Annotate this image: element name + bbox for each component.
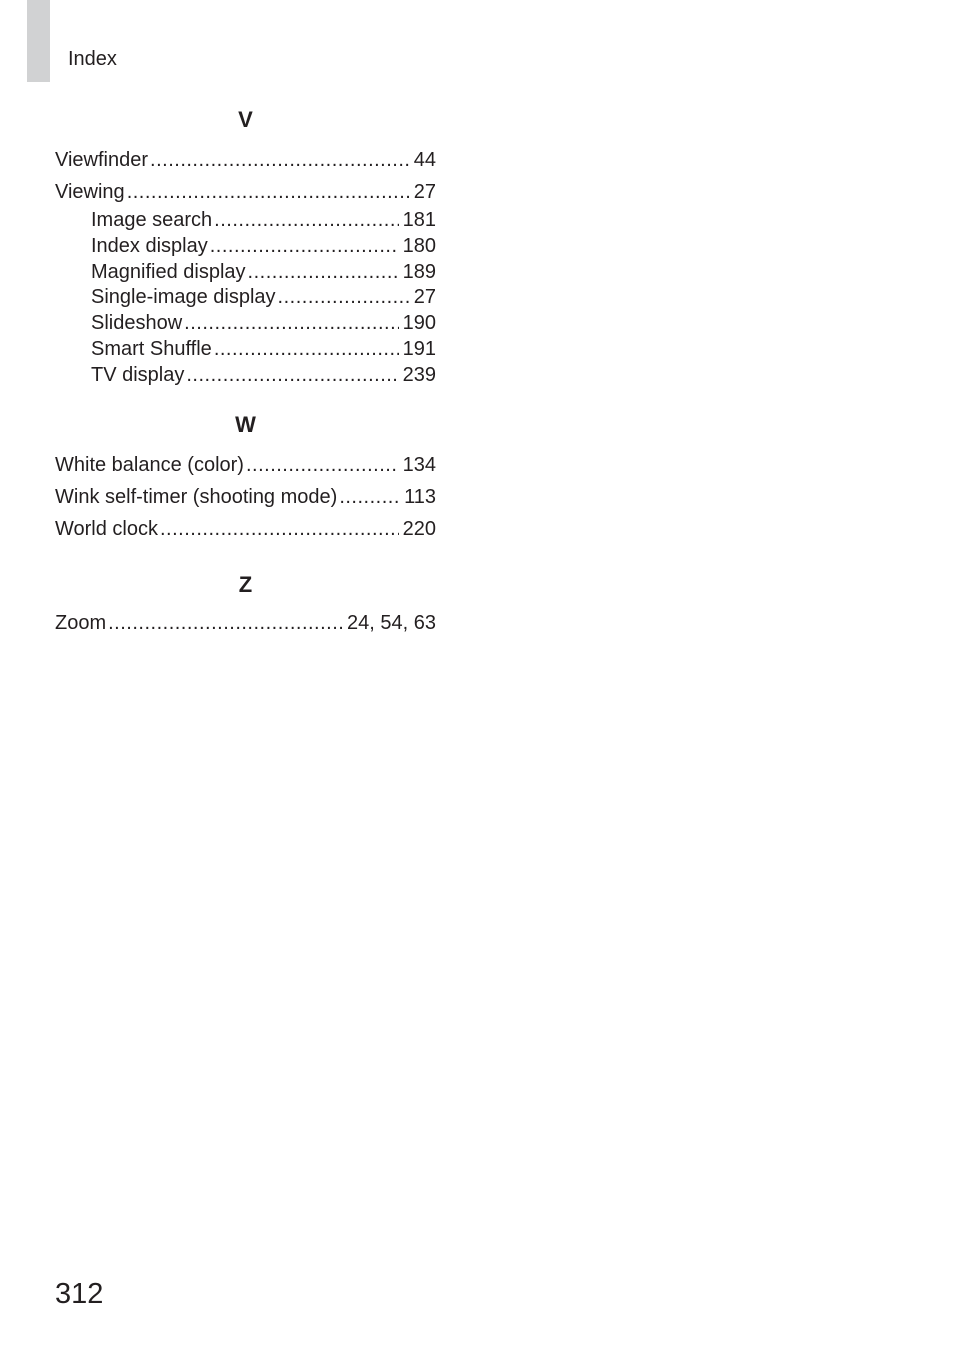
index-letter-v: V bbox=[238, 107, 253, 132]
dot-leader bbox=[246, 449, 399, 481]
entry-term: Magnified display bbox=[91, 260, 246, 283]
index-sub-entry bbox=[55, 234, 436, 260]
entry-page: 189 bbox=[402, 260, 436, 283]
entry-term: Zoom bbox=[55, 611, 107, 634]
index-sub-entry bbox=[55, 363, 436, 389]
entry-page: 27 bbox=[413, 286, 436, 309]
dot-leader bbox=[160, 513, 399, 545]
dot-leader bbox=[214, 337, 399, 363]
index-sub-entry bbox=[55, 311, 436, 337]
running-header: Index bbox=[68, 48, 117, 70]
section-tab-marker bbox=[27, 0, 50, 82]
dot-leader bbox=[150, 144, 410, 176]
index-column bbox=[55, 106, 436, 639]
index-sub-entry bbox=[55, 260, 436, 286]
entry-term: Single-image display bbox=[91, 286, 276, 309]
index-entry bbox=[55, 481, 436, 513]
index-entry bbox=[55, 176, 436, 208]
entry-term: Slideshow bbox=[91, 312, 183, 335]
entry-page: 134 bbox=[402, 453, 436, 476]
index-letter-z: Z bbox=[238, 571, 253, 597]
entry-page: 24, 54, 63 bbox=[347, 611, 436, 634]
entry-page: 220 bbox=[402, 517, 436, 540]
entry-term: Index display bbox=[91, 234, 208, 257]
dot-leader bbox=[248, 260, 399, 286]
entry-term: Image search bbox=[91, 209, 213, 231]
index-entry bbox=[55, 607, 436, 639]
index-sub-entry bbox=[55, 337, 436, 363]
entry-page: 27 bbox=[413, 181, 436, 203]
entry-term: TV display bbox=[91, 363, 185, 386]
entry-page: 180 bbox=[402, 234, 436, 257]
index-letter-w: W bbox=[235, 411, 256, 437]
entry-page: 44 bbox=[413, 149, 436, 171]
entry-term: Smart Shuffle bbox=[91, 337, 212, 360]
entry-page: 181 bbox=[402, 209, 436, 231]
entry-term: World clock bbox=[55, 517, 158, 540]
dot-leader bbox=[210, 234, 399, 260]
page-number: 312 bbox=[55, 1278, 104, 1310]
dot-leader bbox=[108, 607, 343, 639]
dot-leader bbox=[278, 285, 410, 311]
entry-page: 191 bbox=[402, 337, 436, 360]
entry-term: Viewing bbox=[55, 181, 125, 203]
index-entry bbox=[55, 513, 436, 545]
entry-term: Viewfinder bbox=[55, 149, 149, 171]
index-entry bbox=[55, 449, 436, 481]
entry-term: Wink self-timer (shooting mode) bbox=[55, 485, 338, 508]
dot-leader bbox=[186, 363, 398, 389]
entry-page: 113 bbox=[404, 485, 436, 508]
dot-leader bbox=[339, 481, 400, 513]
entry-page: 239 bbox=[402, 363, 436, 386]
entry-page: 190 bbox=[402, 312, 436, 335]
dot-leader bbox=[214, 208, 398, 234]
dot-leader bbox=[184, 311, 398, 337]
entry-term: White balance (color) bbox=[55, 453, 244, 476]
dot-leader bbox=[127, 176, 410, 208]
index-sub-entry bbox=[55, 285, 436, 311]
index-entry bbox=[55, 144, 436, 176]
index-sub-entry bbox=[55, 208, 436, 234]
